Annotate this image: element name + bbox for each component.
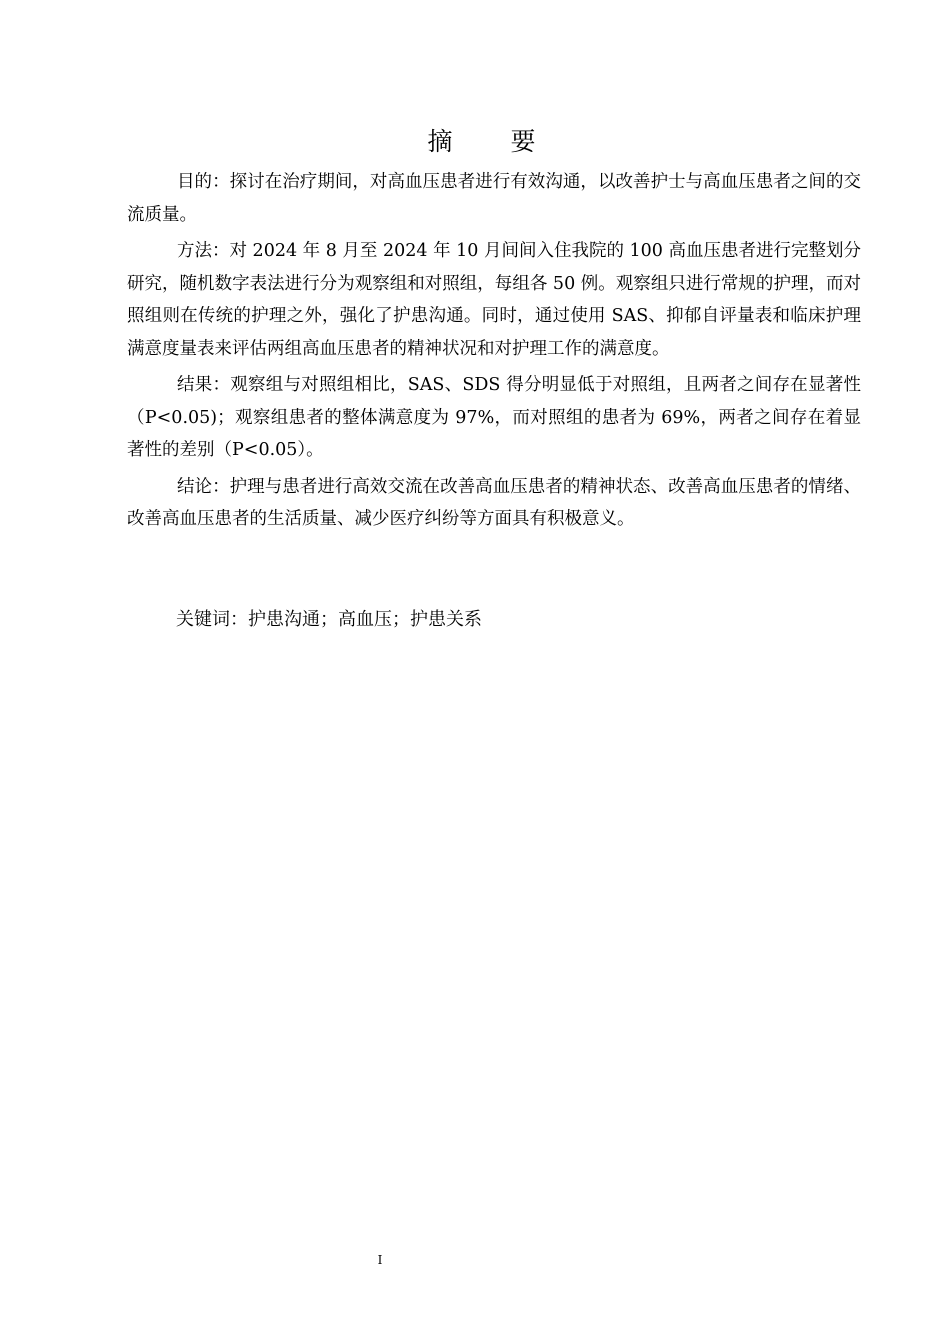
methods-paragraph: 方法：对 2024 年 8 月至 2024 年 10 月间间入住我院的 100 高血压患者进行完整划分研究，随机数字表法进行分为观察组和对照组，每组各 50 例。观察组只进行常规的护理，而对照组则在传统的护理之外，强化了护患沟通。同时，通过使用 SAS、抑郁自评量表和临床护理满意度量表来评估两组高血压患者的精神状况和对护理工作的满意度。	[127, 241, 862, 359]
page-number: I	[377, 1253, 383, 1267]
conclusion-paragraph: 结论：护理与患者进行高效交流在改善高血压患者的精神状态、改善高血压患者的情绪、改善高血压患者的生活质量、减少医疗纠纷等方面具有积极意义。	[127, 476, 861, 529]
abstract-body	[127, 166, 861, 540]
abstract-title: 摘 要	[427, 127, 561, 156]
objective-paragraph: 目的：探讨在治疗期间，对高血压患者进行有效沟通，以改善护士与高血压患者之间的交流质量。	[127, 172, 861, 225]
keywords-line: 关键词：护患沟通；高血压；护患关系	[176, 609, 482, 630]
results-paragraph: 结果：观察组与对照组相比，SAS、SDS 得分明显低于对照组，且两者之间存在显著性（P<0.05)；观察组患者的整体满意度为 97%，而对照组的患者为 69%，两者之间存在着显著性的差别（P<0.05）。	[127, 375, 861, 460]
